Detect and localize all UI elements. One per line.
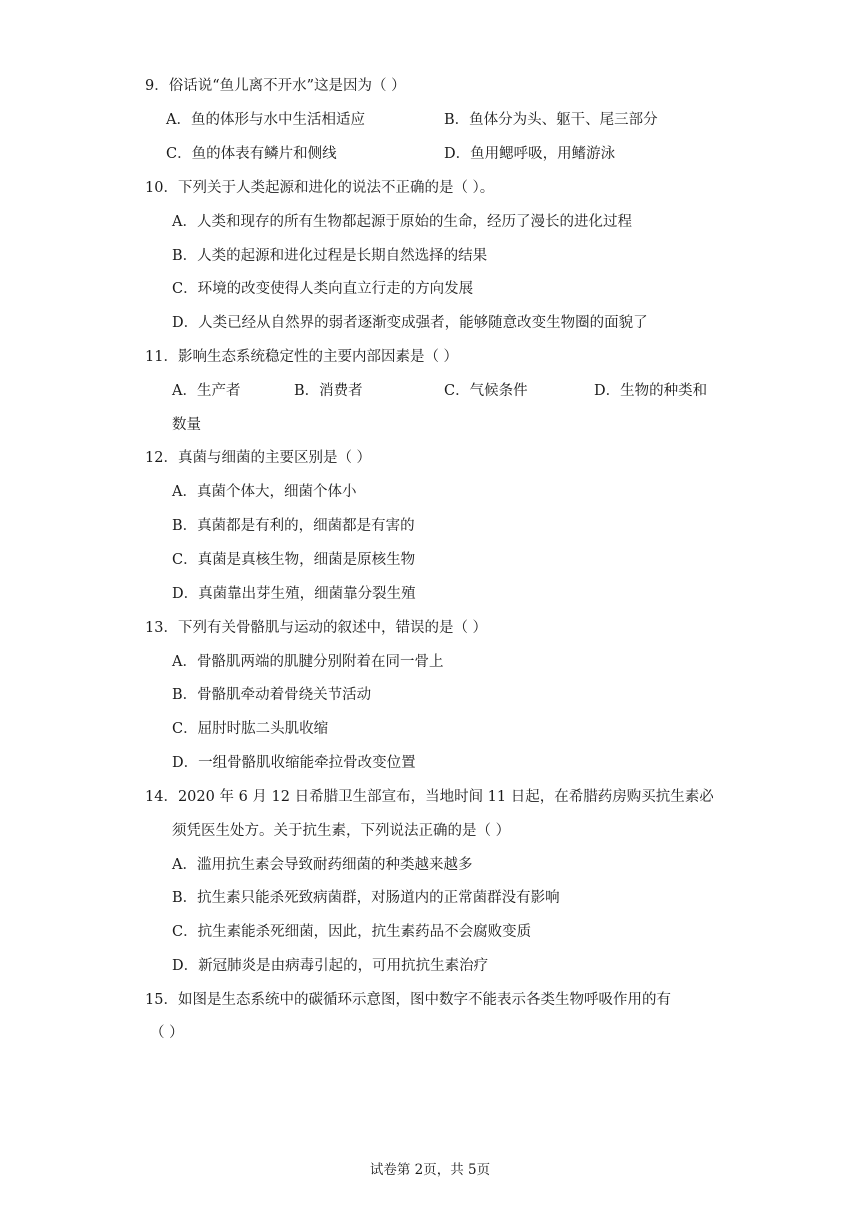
question-10-stem: 10．下列关于人类起源和进化的说法不正确的是（ ）。 <box>145 180 495 196</box>
question-11-option-c: C．气候条件 <box>444 383 528 399</box>
question-9-option-b: B．鱼体分为头、躯干、尾三部分 <box>444 112 658 128</box>
question-9-option-a: A．鱼的体形与水中生活相适应 <box>166 112 365 128</box>
question-11-option-d-continuation: 数量 <box>172 417 201 433</box>
question-11-stem: 11．影响生态系统稳定性的主要内部因素是（ ） <box>145 349 459 365</box>
question-15-stem: 15．如图是生态系统中的碳循环示意图，图中数字不能表示各类生物呼吸作用的有 <box>145 992 671 1008</box>
page-footer: 试卷第 2页，共 5页 <box>369 1162 491 1178</box>
question-12-stem: 12．真菌与细菌的主要区别是（ ） <box>145 450 372 466</box>
question-13-option-b: B．骨骼肌牵动着骨绕关节活动 <box>172 687 372 703</box>
question-13-stem: 13．下列有关骨骼肌与运动的叙述中，错误的是（ ） <box>145 620 488 636</box>
question-10-option-a: A．人类和现存的所有生物都起源于原始的生命，经历了漫长的进化过程 <box>172 214 632 230</box>
question-14-stem: 14．2020 年 6 月 12 日希腊卫生部宣布，当地时间 11 日起，在希腊药房购买抗生素必 <box>145 789 714 805</box>
question-14-option-b: B．抗生素只能杀死致病菌群，对肠道内的正常菌群没有影响 <box>172 890 560 906</box>
question-9-stem: 9．俗话说“鱼儿离不开水”这是因为（ ） <box>145 78 406 94</box>
question-10-option-b: B．人类的起源和进化过程是长期自然选择的结果 <box>172 248 488 264</box>
question-10-option-d: D．人类已经从自然界的弱者逐渐变成强者，能够随意改变生物圈的面貌了 <box>172 315 648 331</box>
question-13-option-c: C．屈肘时肱二头肌收缩 <box>172 721 329 737</box>
question-9-option-d: D．鱼用鳃呼吸，用鳍游泳 <box>444 146 616 162</box>
question-9-option-c: C．鱼的体表有鳞片和侧线 <box>166 146 337 162</box>
question-14-option-a: A．滥用抗生素会导致耐药细菌的种类越来越多 <box>172 857 473 873</box>
question-13-option-d: D．一组骨骼肌收缩能牵拉骨改变位置 <box>172 755 416 771</box>
question-14-option-c: C．抗生素能杀死细菌，因此，抗生素药品不会腐败变质 <box>172 924 532 940</box>
question-15-stem-line2: （ ） <box>150 1025 184 1041</box>
question-13-option-a: A．骨骼肌两端的肌腱分别附着在同一骨上 <box>172 654 444 670</box>
question-14-stem-line2: 须凭医生处方。关于抗生素，下列说法正确的是（ ） <box>172 823 511 839</box>
question-14-option-d: D．新冠肺炎是由病毒引起的，可用抗抗生素治疗 <box>172 958 489 974</box>
question-12-option-b: B．真菌都是有利的，细菌都是有害的 <box>172 518 415 534</box>
question-12-option-d: D．真菌靠出芽生殖，细菌靠分裂生殖 <box>172 586 416 602</box>
question-11-option-d: D．生物的种类和 <box>594 383 708 399</box>
question-10-option-c: C．环境的改变使得人类向直立行走的方向发展 <box>172 281 474 297</box>
question-12-option-c: C．真菌是真核生物，细菌是原核生物 <box>172 552 416 568</box>
question-11-option-b: B．消费者 <box>294 383 363 399</box>
question-12-option-a: A．真菌个体大，细菌个体小 <box>172 484 357 500</box>
question-11-option-a: A．生产者 <box>172 383 241 399</box>
